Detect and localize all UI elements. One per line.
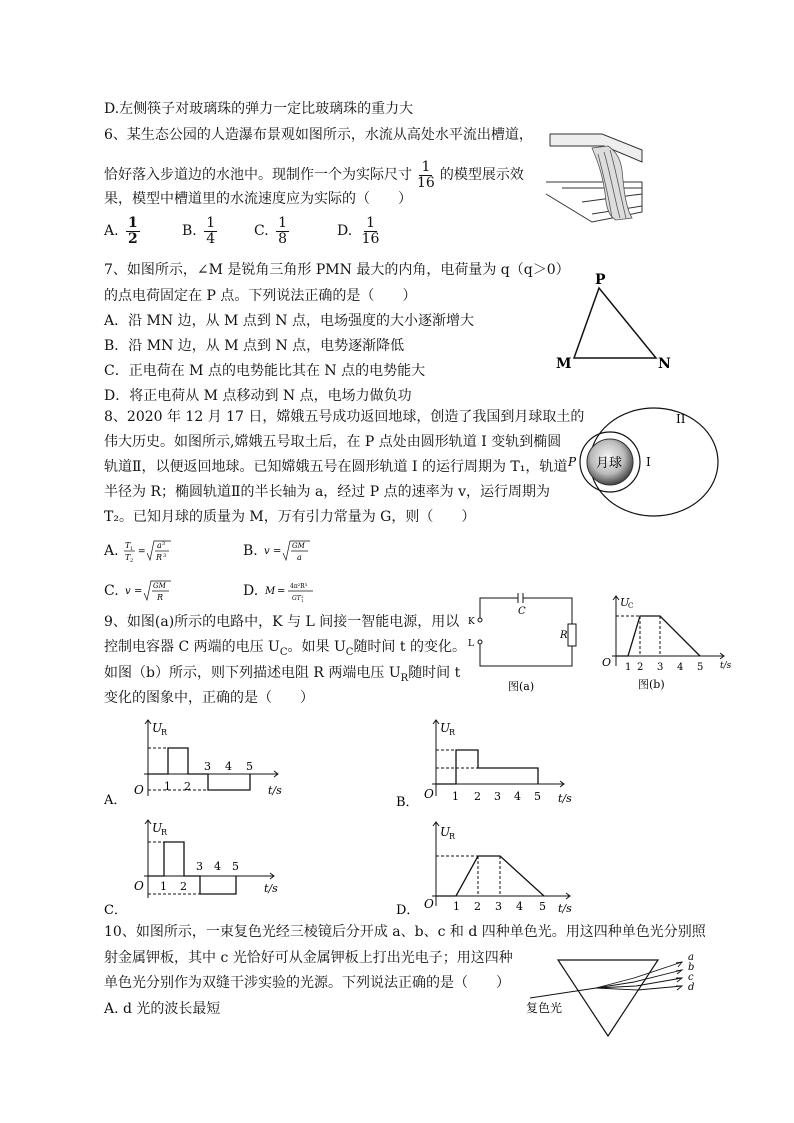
q5-option-d: D.左侧筷子对玻璃珠的弹力一定比玻璃珠的重力大 [104, 101, 414, 117]
circuit-figure-a [462, 590, 582, 700]
choice-d-graph [394, 818, 594, 920]
svg-text:v: v [125, 586, 131, 597]
svg-text:U: U [152, 821, 163, 835]
q8-option-a: A. T 1 T 2 = a 3 R 3 [104, 538, 203, 564]
svg-text:R: R [157, 593, 164, 602]
svg-text:t/s: t/s [268, 784, 282, 797]
ray-c-label: c [688, 972, 694, 983]
q6-option-d: D. $\frac{1}{16}$ [337, 215, 380, 247]
svg-text:2: 2 [637, 662, 644, 673]
choice-d-label: D． [396, 903, 420, 918]
svg-text:O: O [134, 879, 144, 893]
choice-c-label: C． [104, 903, 127, 918]
svg-text:a: a [297, 553, 302, 562]
capacitor-label: C [518, 606, 526, 617]
fig-a-caption: 图(a) [508, 680, 535, 693]
svg-text:=: = [273, 546, 282, 557]
q8-formula-a [123, 538, 203, 564]
q8-line4: 半径为 R；椭圆轨道Ⅱ的半长轴为 a，经过 P 点的速率为 v，运行周期为 [104, 484, 550, 500]
svg-text:4: 4 [225, 760, 232, 773]
point-m-label: M [556, 356, 572, 372]
ylabel: U [620, 596, 630, 609]
q6-line3: 果，模型中槽道里的水流速度应为实际的（ ） [104, 191, 412, 207]
q6-line2 [104, 160, 524, 190]
svg-text:GM: GM [292, 542, 305, 550]
svg-text:3: 3 [494, 790, 501, 803]
svg-text:O: O [602, 656, 612, 669]
svg-text:O: O [134, 783, 144, 797]
svg-text:4: 4 [677, 662, 684, 673]
orbit-figure [562, 402, 722, 522]
svg-text:2: 2 [184, 780, 191, 793]
svg-text:=: = [138, 547, 146, 557]
svg-text:U: U [440, 721, 451, 735]
ray-d-label: d [688, 982, 695, 993]
q8-line1: 8、2020 年 12 月 17 日，嫦娥五号成功返回地球，创造了我国到月球取土的 [104, 409, 585, 425]
waterfall-figure [542, 122, 652, 224]
svg-text:O: O [424, 897, 434, 911]
svg-text:1: 1 [164, 780, 171, 793]
svg-text:3: 3 [495, 900, 502, 913]
q10-line2: 射金属钾板，其中 c 光恰好可从金属钾板上打出光电子；用这四种 [104, 950, 513, 966]
q6-line2b: 的模型展示效 [439, 167, 524, 184]
svg-text:1: 1 [452, 790, 459, 803]
q6-option-c: C. $\frac{1}{8}$ [254, 215, 288, 247]
svg-text:5: 5 [232, 860, 239, 873]
svg-text:4π²R³: 4π²R³ [289, 583, 307, 590]
q7-option-c: C．正电荷在 M 点的电势能比其在 N 点的电势能大 [104, 363, 426, 379]
svg-text:M: M [264, 586, 275, 597]
svg-text:1: 1 [300, 598, 304, 603]
q7-line1: 7、如图所示，∠M 是锐角三角形 PMN 最大的内角，电荷量为 q（q＞0） [104, 262, 570, 278]
fig-b-caption: 图(b) [638, 678, 665, 691]
svg-text:1: 1 [160, 880, 167, 893]
svg-text:2: 2 [300, 594, 304, 599]
q10-line1: 10、如图所示，一束复色光经三棱镜后分开成 a、b、c 和 d 四种单色光。用这四种单色光分别照 [104, 924, 706, 940]
ray-b-label: b [688, 962, 695, 973]
orbit-ii-label: II [676, 412, 686, 426]
svg-text:T: T [125, 541, 131, 550]
svg-text:2: 2 [180, 880, 187, 893]
svg-text:3: 3 [162, 541, 166, 547]
q6-line1: 6、某生态公园的人造瀑布景观如图所示，水流从高处水平流出槽道， [104, 127, 533, 143]
svg-text:2: 2 [130, 558, 134, 564]
prism-icon [558, 960, 658, 1036]
q6-option-a: A. $\frac{1}{2}$ [104, 215, 138, 247]
svg-text:4: 4 [516, 900, 523, 913]
point-p-label: P [595, 272, 606, 288]
svg-text:t/s: t/s [720, 661, 732, 671]
svg-text:5: 5 [246, 760, 253, 773]
choice-b-graph [394, 716, 594, 810]
q9-line2: 控制电容器 C 两端的电压 $U_C$。如果 $U_C$随时间 t 的变化。 [104, 639, 466, 658]
q8-line5: T₂。已知月球的质量为 M，万有引力常量为 G，则（ ） [104, 509, 476, 525]
svg-text:1: 1 [625, 662, 632, 673]
svg-text:U: U [440, 825, 451, 839]
svg-text:2: 2 [474, 900, 481, 913]
q7-option-d: D．将正电荷从 M 点移动到 N 点，电场力做负功 [104, 388, 412, 404]
q6-model-fraction: $\frac{1}{16}$ [417, 159, 435, 191]
q8-option-c: C. v = GM R [104, 578, 193, 604]
svg-text:5: 5 [697, 662, 704, 673]
svg-text:t/s: t/s [264, 882, 278, 895]
svg-text:t/s: t/s [558, 792, 572, 805]
point-n-label: N [658, 356, 671, 372]
q8-option-d: D. M = 4π²R³ GT 2 1 [243, 578, 343, 604]
svg-text:t/s: t/s [558, 902, 572, 915]
svg-text:R: R [156, 553, 163, 562]
moon-label: 月球 [596, 456, 623, 471]
svg-text:C: C [628, 602, 634, 610]
svg-text:R: R [161, 828, 168, 837]
q8-formula-b [262, 538, 332, 564]
svg-text:R: R [449, 728, 456, 737]
q8-formula-c [123, 578, 193, 604]
svg-text:4: 4 [214, 860, 221, 873]
resistor-label: R [560, 630, 568, 641]
svg-text:R: R [161, 728, 168, 737]
svg-text:U: U [152, 721, 163, 735]
choice-c-graph [100, 816, 300, 920]
svg-text:5: 5 [534, 790, 541, 803]
q6-line2a: 恰好落入步道边的水池中。现制作一个为实际尺寸 [104, 167, 412, 184]
q10-line3: 单色光分别作为双缝干涉实验的光源。下列说法正确的是（ ） [104, 975, 510, 991]
svg-text:3: 3 [196, 860, 203, 873]
choice-a-label: A． [104, 793, 127, 808]
svg-text:=: = [134, 586, 143, 597]
terminal-l-label: L [468, 639, 474, 649]
q8-formula-d [263, 578, 343, 604]
terminal-k-label: K [468, 617, 475, 627]
svg-text:3: 3 [163, 553, 167, 559]
q8-line2: 伟大历史。如图所示,嫦娥五号取土后，在 P 点处由圆形轨道 I 变轨到椭圆 [104, 434, 562, 450]
composite-light-label: 复色光 [526, 1001, 563, 1015]
choice-a-graph [100, 716, 300, 810]
q9-line4: 变化的图象中，正确的是（ ） [104, 690, 314, 706]
q8-option-b: B. v = GM a [243, 538, 332, 564]
q7-line2: 的点电荷固定在 P 点。下列说法正确的是（ ） [104, 288, 417, 304]
q9-line1: 9、如图(a)所示的电路中，K 与 L 间接一智能电源，用以 [104, 614, 460, 630]
q9-line3: 如图（b）所示，则下列描述电阻 R 两端电压 $U_R$随时间 t [104, 665, 461, 684]
svg-text:GM: GM [153, 582, 166, 590]
prism-figure [524, 944, 714, 1040]
svg-text:1: 1 [130, 546, 134, 552]
q10-option-a: A. d 光的波长最短 [104, 1001, 221, 1017]
svg-text:a: a [157, 541, 162, 550]
svg-text:5: 5 [539, 900, 546, 913]
svg-text:4: 4 [514, 790, 521, 803]
q8-line3: 轨道Ⅱ，以便返回地球。已知嫦娥五号在圆形轨道 I 的运行周期为 T₁，轨道 [104, 459, 568, 475]
svg-text:v: v [264, 546, 270, 557]
svg-text:R: R [449, 832, 456, 841]
svg-text:2: 2 [474, 790, 481, 803]
choice-b-label: B． [396, 795, 419, 810]
triangle-pmn-figure [552, 268, 682, 376]
orbit-i-label: I [646, 455, 651, 469]
q7-option-a: A．沿 MN 边，从 M 点到 N 点，电场强度的大小逐渐增大 [104, 313, 474, 329]
svg-text:T: T [125, 553, 131, 562]
svg-text:O: O [424, 787, 434, 801]
q7-option-b: B．沿 MN 边，从 M 点到 N 点，电势逐渐降低 [104, 338, 405, 354]
svg-text:GT: GT [291, 595, 301, 602]
ray-a-label: a [688, 952, 694, 963]
q6-option-b: B. $\frac{1}{4}$ [182, 215, 216, 247]
svg-text:=: = [276, 586, 286, 597]
svg-text:3: 3 [657, 662, 664, 673]
point-p-label: P [568, 455, 577, 469]
svg-text:1: 1 [453, 900, 460, 913]
svg-text:3: 3 [204, 760, 211, 773]
uc-graph-figure-b [592, 592, 742, 692]
